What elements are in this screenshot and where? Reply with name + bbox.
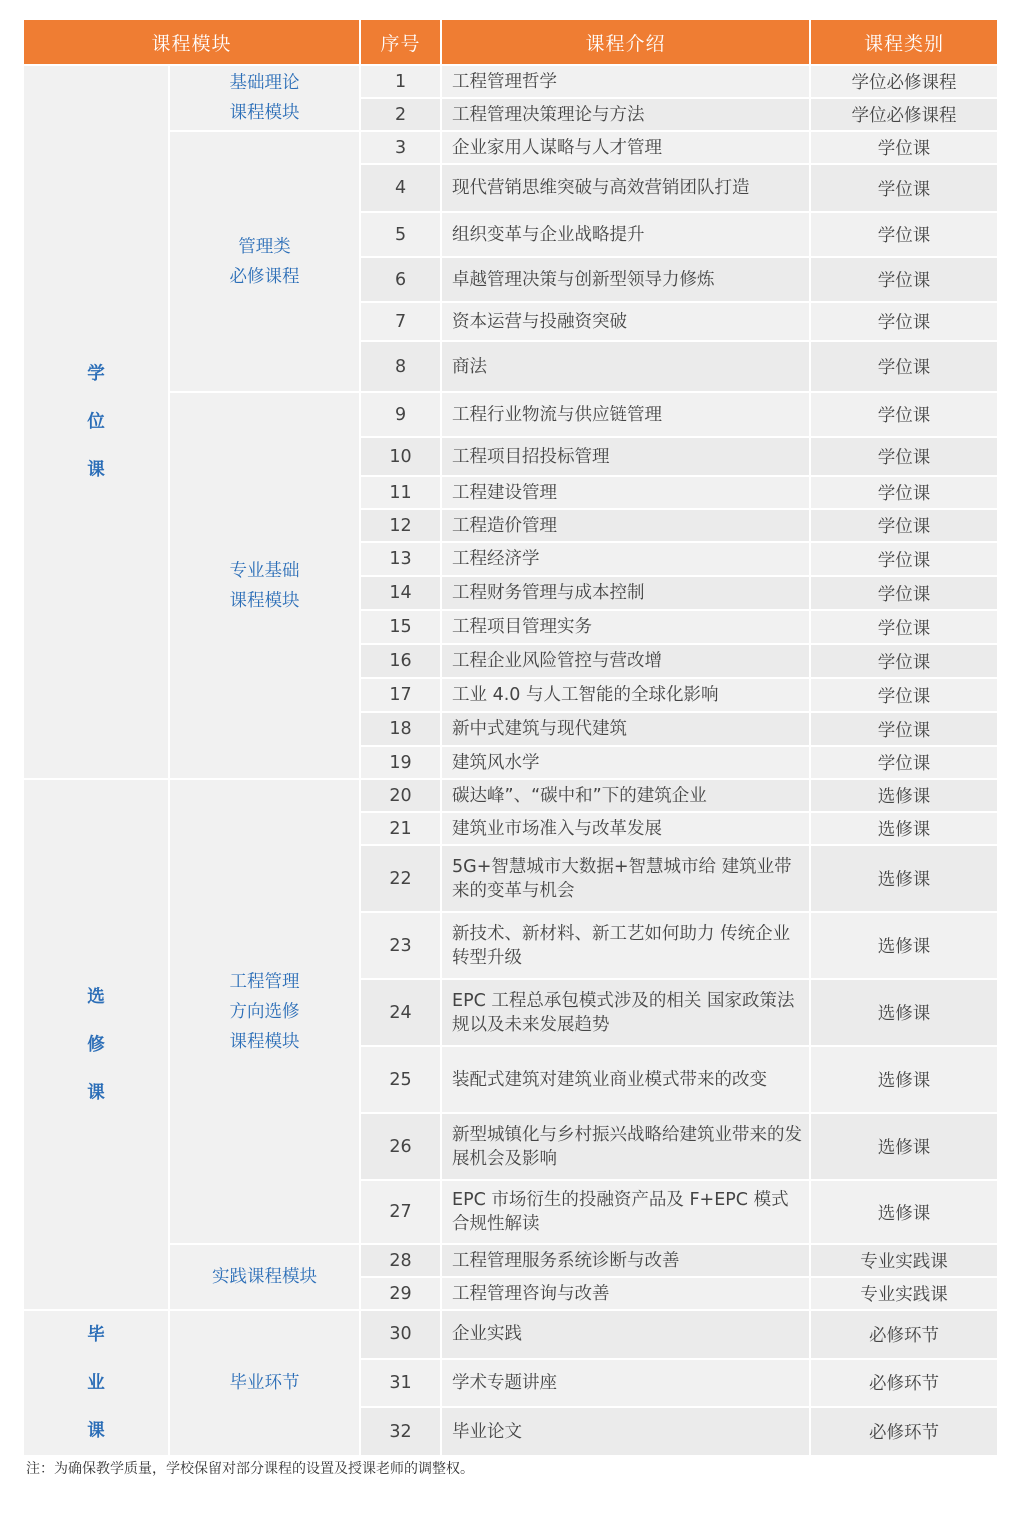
course-no: 15 bbox=[361, 611, 440, 643]
table-body bbox=[24, 66, 997, 1455]
course-no: 18 bbox=[361, 713, 440, 745]
course-no: 31 bbox=[361, 1360, 440, 1407]
course-category: 选修课 bbox=[811, 846, 997, 911]
course-category: 学位课 bbox=[811, 477, 997, 508]
course-category: 选修课 bbox=[811, 980, 997, 1045]
course-intro: 工程行业物流与供应链管理 bbox=[442, 393, 809, 436]
course-no: 9 bbox=[361, 393, 440, 436]
course-category: 必修环节 bbox=[811, 1311, 997, 1358]
course-intro: 企业实践 bbox=[442, 1311, 809, 1358]
course-no: 1 bbox=[361, 66, 440, 97]
course-no: 20 bbox=[361, 780, 440, 811]
course-intro: 工程经济学 bbox=[442, 543, 809, 575]
course-intro: 装配式建筑对建筑业商业模式带来的改变 bbox=[442, 1047, 809, 1112]
table-row bbox=[24, 1311, 997, 1358]
course-category: 学位课 bbox=[811, 645, 997, 677]
header-no: 序号 bbox=[361, 20, 440, 64]
course-no: 10 bbox=[361, 438, 440, 475]
course-no: 22 bbox=[361, 846, 440, 911]
course-intro: 工程造价管理 bbox=[442, 510, 809, 541]
course-category: 学位课 bbox=[811, 342, 997, 391]
course-category: 学位课 bbox=[811, 132, 997, 163]
module-practice: 实践课程模块 bbox=[170, 1245, 359, 1309]
course-intro: 工程管理决策理论与方法 bbox=[442, 99, 809, 130]
course-intro: 工程项目管理实务 bbox=[442, 611, 809, 643]
course-table bbox=[22, 18, 999, 1457]
header-category: 课程类别 bbox=[811, 20, 997, 64]
table-row bbox=[24, 1245, 997, 1276]
course-category: 选修课 bbox=[811, 780, 997, 811]
header-intro: 课程介绍 bbox=[442, 20, 809, 64]
course-intro: 新技术、新材料、新工艺如何助力 传统企业转型升级 bbox=[442, 913, 809, 978]
course-no: 14 bbox=[361, 577, 440, 609]
course-category: 专业实践课 bbox=[811, 1245, 997, 1276]
course-intro: 新型城镇化与乡村振兴战略给建筑业带来的发展机会及影响 bbox=[442, 1114, 809, 1179]
course-intro: 5G+智慧城市大数据+智慧城市给 建筑业带来的变革与机会 bbox=[442, 846, 809, 911]
course-category: 学位课 bbox=[811, 303, 997, 340]
course-category: 学位课 bbox=[811, 165, 997, 211]
course-intro: 工程项目招投标管理 bbox=[442, 438, 809, 475]
course-no: 25 bbox=[361, 1047, 440, 1112]
course-intro: 现代营销思维突破与高效营销团队打造 bbox=[442, 165, 809, 211]
course-intro: 新中式建筑与现代建筑 bbox=[442, 713, 809, 745]
course-category: 选修课 bbox=[811, 1047, 997, 1112]
course-category: 学位课 bbox=[811, 679, 997, 711]
group-elective: 选 修 课 bbox=[24, 780, 168, 1309]
module-basic-theory: 基础理论 课程模块 bbox=[170, 66, 359, 130]
table-row bbox=[24, 66, 997, 97]
header-module: 课程模块 bbox=[24, 20, 359, 64]
course-intro: 工程企业风险管控与营改增 bbox=[442, 645, 809, 677]
course-category: 选修课 bbox=[811, 913, 997, 978]
course-intro: 工程建设管理 bbox=[442, 477, 809, 508]
course-no: 4 bbox=[361, 165, 440, 211]
course-category: 学位课 bbox=[811, 438, 997, 475]
course-category: 学位课 bbox=[811, 577, 997, 609]
course-intro: 卓越管理决策与创新型领导力修炼 bbox=[442, 258, 809, 301]
course-no: 7 bbox=[361, 303, 440, 340]
course-no: 8 bbox=[361, 342, 440, 391]
course-no: 29 bbox=[361, 1278, 440, 1309]
module-management: 管理类 必修课程 bbox=[170, 132, 359, 391]
course-intro: 学术专题讲座 bbox=[442, 1360, 809, 1407]
course-category: 必修环节 bbox=[811, 1408, 997, 1455]
course-no: 2 bbox=[361, 99, 440, 130]
course-category: 学位课 bbox=[811, 393, 997, 436]
course-no: 19 bbox=[361, 747, 440, 778]
course-no: 5 bbox=[361, 213, 440, 256]
course-intro: 工业 4.0 与人工智能的全球化影响 bbox=[442, 679, 809, 711]
course-category: 选修课 bbox=[811, 813, 997, 844]
course-category: 学位课 bbox=[811, 510, 997, 541]
course-intro: 商法 bbox=[442, 342, 809, 391]
course-intro: 资本运营与投融资突破 bbox=[442, 303, 809, 340]
module-graduation: 毕业环节 bbox=[170, 1311, 359, 1455]
course-no: 21 bbox=[361, 813, 440, 844]
course-no: 26 bbox=[361, 1114, 440, 1179]
course-intro: 碳达峰”、“碳中和”下的建筑企业 bbox=[442, 780, 809, 811]
course-no: 17 bbox=[361, 679, 440, 711]
course-intro: 工程管理服务系统诊断与改善 bbox=[442, 1245, 809, 1276]
course-no: 23 bbox=[361, 913, 440, 978]
course-no: 6 bbox=[361, 258, 440, 301]
course-no: 11 bbox=[361, 477, 440, 508]
course-category: 学位课 bbox=[811, 543, 997, 575]
course-category: 专业实践课 bbox=[811, 1278, 997, 1309]
course-category: 学位课 bbox=[811, 213, 997, 256]
course-intro: EPC 市场衍生的投融资产品及 F+EPC 模式合规性解读 bbox=[442, 1181, 809, 1243]
course-category: 必修环节 bbox=[811, 1360, 997, 1407]
course-intro: 工程管理哲学 bbox=[442, 66, 809, 97]
course-no: 13 bbox=[361, 543, 440, 575]
group-degree: 学 位 课 bbox=[24, 66, 168, 778]
course-intro: 毕业论文 bbox=[442, 1408, 809, 1455]
course-intro: 建筑风水学 bbox=[442, 747, 809, 778]
course-intro: 组织变革与企业战略提升 bbox=[442, 213, 809, 256]
course-category: 学位课 bbox=[811, 747, 997, 778]
course-no: 12 bbox=[361, 510, 440, 541]
module-professional: 专业基础 课程模块 bbox=[170, 393, 359, 778]
group-graduation: 毕 业 课 bbox=[24, 1311, 168, 1455]
course-no: 24 bbox=[361, 980, 440, 1045]
course-intro: EPC 工程总承包模式涉及的相关 国家政策法规以及未来发展趋势 bbox=[442, 980, 809, 1045]
course-no: 3 bbox=[361, 132, 440, 163]
course-category: 选修课 bbox=[811, 1114, 997, 1179]
course-no: 30 bbox=[361, 1311, 440, 1358]
course-category: 学位课 bbox=[811, 611, 997, 643]
course-no: 32 bbox=[361, 1408, 440, 1455]
course-no: 28 bbox=[361, 1245, 440, 1276]
course-intro: 建筑业市场准入与改革发展 bbox=[442, 813, 809, 844]
course-category: 学位课 bbox=[811, 713, 997, 745]
course-category: 学位必修课程 bbox=[811, 66, 997, 97]
course-no: 16 bbox=[361, 645, 440, 677]
course-intro: 工程财务管理与成本控制 bbox=[442, 577, 809, 609]
footnote: 注：为确保教学质量，学校保留对部分课程的设置及授课老师的调整权。 bbox=[26, 1461, 474, 1477]
course-intro: 工程管理咨询与改善 bbox=[442, 1278, 809, 1309]
course-category: 选修课 bbox=[811, 1181, 997, 1243]
table-row bbox=[24, 132, 997, 163]
module-eng-elective: 工程管理 方向选修 课程模块 bbox=[170, 780, 359, 1243]
table-header-row bbox=[24, 20, 997, 64]
course-no: 27 bbox=[361, 1181, 440, 1243]
table-row bbox=[24, 393, 997, 436]
table-row bbox=[24, 780, 997, 811]
course-category: 学位课 bbox=[811, 258, 997, 301]
course-category: 学位必修课程 bbox=[811, 99, 997, 130]
course-intro: 企业家用人谋略与人才管理 bbox=[442, 132, 809, 163]
